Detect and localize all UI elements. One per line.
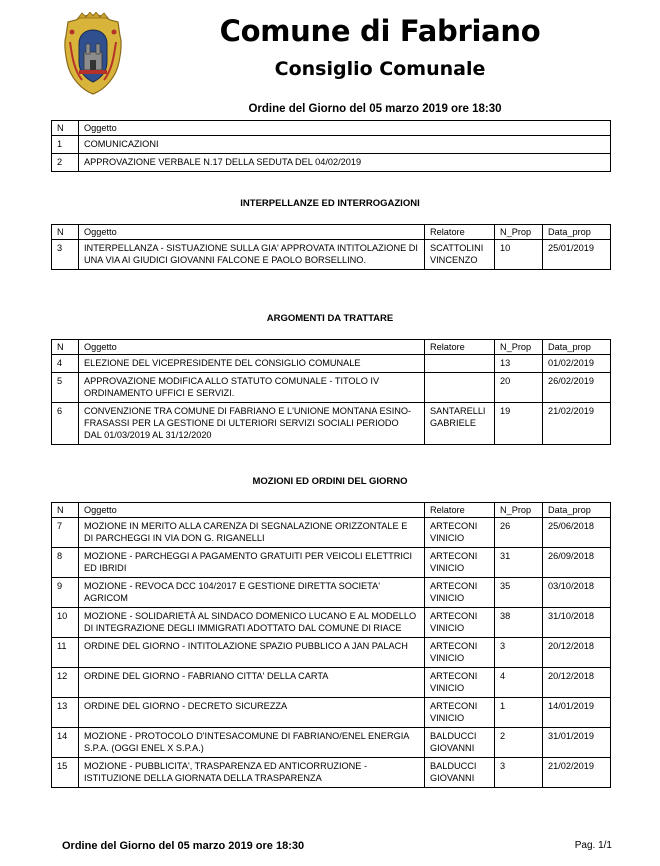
cell-n: 3 (52, 240, 79, 270)
cell-oggetto: MOZIONE - SOLIDARIETÀ AL SINDACO DOMENICO LUCANO E AL MODELLO DI INTEGRAZIONE DEGLI IMMIGRATI ADOTTATO DAL COMUNE DI RIACE (79, 608, 425, 638)
column-header-n: N (52, 121, 79, 136)
cell-data: 03/10/2018 (543, 578, 611, 608)
cell-nprop: 3 (495, 758, 543, 788)
cell-n: 13 (52, 698, 79, 728)
cell-oggetto: CONVENZIONE TRA COMUNE DI FABRIANO E L'UNIONE MONTANA ESINO-FRASASSI PER LA GESTIONE DI ULTERIORI SERVIZI SOCIALI PERIODO DAL 01/03/2019 AL 31/12/2020 (79, 403, 425, 445)
column-header-relatore: Relatore (425, 503, 495, 518)
table-row (52, 608, 611, 638)
cell-nprop: 38 (495, 608, 543, 638)
cell-oggetto: ELEZIONE DEL VICEPRESIDENTE DEL CONSIGLIO COMUNALE (79, 355, 425, 373)
cell-data: 26/09/2018 (543, 548, 611, 578)
agenda-table-general (51, 120, 611, 172)
section-title-interpellanze: INTERPELLANZE ED INTERROGAZIONI (240, 198, 420, 209)
cell-oggetto: COMUNICAZIONI (79, 136, 611, 154)
table-row (52, 698, 611, 728)
page-title: Comune di Fabriano (219, 14, 541, 48)
cell-n: 1 (52, 136, 79, 154)
column-header-nprop: N_Prop (495, 225, 543, 240)
cell-data: 01/02/2019 (543, 355, 611, 373)
cell-nprop: 2 (495, 728, 543, 758)
column-header-nprop: N_Prop (495, 503, 543, 518)
column-header-oggetto: Oggetto (79, 121, 611, 136)
cell-relatore: ARTECONI VINICIO (425, 638, 495, 668)
cell-relatore: SCATTOLINI VINCENZO (425, 240, 495, 270)
cell-relatore: ARTECONI VINICIO (425, 518, 495, 548)
cell-nprop: 4 (495, 668, 543, 698)
table-row (52, 154, 611, 172)
cell-relatore (425, 373, 495, 403)
cell-oggetto: ORDINE DEL GIORNO - FABRIANO CITTA' DELLA CARTA (79, 668, 425, 698)
cell-n: 9 (52, 578, 79, 608)
column-header-n: N (52, 503, 79, 518)
table-row (52, 518, 611, 548)
table-row (52, 578, 611, 608)
coat-of-arms-icon (62, 12, 124, 96)
cell-oggetto: ORDINE DEL GIORNO - DECRETO SICUREZZA (79, 698, 425, 728)
cell-data: 21/02/2019 (543, 758, 611, 788)
cell-relatore: BALDUCCI GIOVANNI (425, 758, 495, 788)
agenda-table-argomenti (51, 339, 611, 445)
cell-oggetto: MOZIONE - PROTOCOLO D'INTESACOMUNE DI FABRIANO/ENEL ENERGIA S.P.A. (OGGI ENEL X S.P.A.) (79, 728, 425, 758)
cell-data: 20/12/2018 (543, 668, 611, 698)
column-header-n: N (52, 340, 79, 355)
column-header-data: Data_prop (543, 503, 611, 518)
table-row (52, 668, 611, 698)
cell-oggetto: APPROVAZIONE VERBALE N.17 DELLA SEDUTA DEL 04/02/2019 (79, 154, 611, 172)
cell-data: 31/01/2019 (543, 728, 611, 758)
cell-oggetto: ORDINE DEL GIORNO - INTITOLAZIONE SPAZIO PUBBLICO A JAN PALACH (79, 638, 425, 668)
cell-nprop: 10 (495, 240, 543, 270)
table-row (52, 240, 611, 270)
cell-n: 4 (52, 355, 79, 373)
cell-data: 20/12/2018 (543, 638, 611, 668)
cell-relatore (425, 355, 495, 373)
cell-n: 12 (52, 668, 79, 698)
footer-agenda-label: Ordine del Giorno del 05 marzo 2019 ore 18:30 (62, 840, 305, 852)
cell-oggetto: MOZIONE - PUBBLICITA', TRASPARENZA ED ANTICORRUZIONE - ISTITUZIONE DELLA GIORNATA DELLA TRASPARENZA (79, 758, 425, 788)
cell-data: 21/02/2019 (543, 403, 611, 445)
table-row (52, 638, 611, 668)
page-number: Pag. 1/1 (574, 840, 612, 851)
table-row (52, 136, 611, 154)
cell-nprop: 31 (495, 548, 543, 578)
column-header-relatore: Relatore (425, 340, 495, 355)
cell-n: 10 (52, 608, 79, 638)
table-row (52, 403, 611, 445)
table-row (52, 758, 611, 788)
cell-nprop: 19 (495, 403, 543, 445)
cell-data: 31/10/2018 (543, 608, 611, 638)
cell-oggetto: MOZIONE - REVOCA DCC 104/2017 E GESTIONE DIRETTA SOCIETA' AGRICOM (79, 578, 425, 608)
table-row (52, 548, 611, 578)
cell-nprop: 35 (495, 578, 543, 608)
cell-nprop: 26 (495, 518, 543, 548)
cell-n: 11 (52, 638, 79, 668)
cell-n: 2 (52, 154, 79, 172)
cell-relatore: ARTECONI VINICIO (425, 578, 495, 608)
cell-data: 25/01/2019 (543, 240, 611, 270)
column-header-oggetto: Oggetto (79, 225, 425, 240)
cell-relatore: BALDUCCI GIOVANNI (425, 728, 495, 758)
cell-relatore: ARTECONI VINICIO (425, 608, 495, 638)
table-row (52, 355, 611, 373)
cell-relatore: SANTARELLI GABRIELE (425, 403, 495, 445)
cell-nprop: 3 (495, 638, 543, 668)
cell-oggetto: MOZIONE IN MERITO ALLA CARENZA DI SEGNALAZIONE ORIZZONTALE E DI PARCHEGGI IN VIA DON G. RIGANELLI (79, 518, 425, 548)
agenda-table-interpellanze (51, 224, 611, 270)
page-subtitle: Consiglio Comunale (274, 58, 486, 80)
cell-n: 5 (52, 373, 79, 403)
cell-nprop: 13 (495, 355, 543, 373)
cell-oggetto: MOZIONE - PARCHEGGI A PAGAMENTO GRATUITI PER VEICOLI ELETTRICI ED IBRIDI (79, 548, 425, 578)
column-header-nprop: N_Prop (495, 340, 543, 355)
cell-oggetto: INTERPELLANZA - SISTUAZIONE SULLA GIA' APPROVATA INTITOLAZIONE DI UNA VIA AI GIUDICI GIOVANNI FALCONE E PAOLO BORSELLINO. (79, 240, 425, 270)
agenda-table-mozioni (51, 502, 611, 788)
cell-relatore: ARTECONI VINICIO (425, 668, 495, 698)
agenda-heading: Ordine del Giorno del 05 marzo 2019 ore 18:30 (248, 103, 502, 115)
cell-n: 14 (52, 728, 79, 758)
cell-relatore: ARTECONI VINICIO (425, 698, 495, 728)
cell-n: 8 (52, 548, 79, 578)
table-row (52, 728, 611, 758)
cell-relatore: ARTECONI VINICIO (425, 548, 495, 578)
cell-n: 6 (52, 403, 79, 445)
table-row (52, 373, 611, 403)
cell-oggetto: APPROVAZIONE MODIFICA ALLO STATUTO COMUNALE - TITOLO IV ORDINAMENTO UFFICI E SERVIZI. (79, 373, 425, 403)
section-title-argomenti: ARGOMENTI DA TRATTARE (266, 313, 394, 324)
column-header-oggetto: Oggetto (79, 503, 425, 518)
cell-n: 15 (52, 758, 79, 788)
column-header-relatore: Relatore (425, 225, 495, 240)
cell-data: 26/02/2019 (543, 373, 611, 403)
cell-n: 7 (52, 518, 79, 548)
cell-data: 14/01/2019 (543, 698, 611, 728)
column-header-n: N (52, 225, 79, 240)
column-header-oggetto: Oggetto (79, 340, 425, 355)
column-header-data: Data_prop (543, 340, 611, 355)
column-header-data: Data_prop (543, 225, 611, 240)
cell-nprop: 1 (495, 698, 543, 728)
cell-nprop: 20 (495, 373, 543, 403)
section-title-mozioni: MOZIONI ED ORDINI DEL GIORNO (252, 476, 408, 487)
cell-data: 25/06/2018 (543, 518, 611, 548)
